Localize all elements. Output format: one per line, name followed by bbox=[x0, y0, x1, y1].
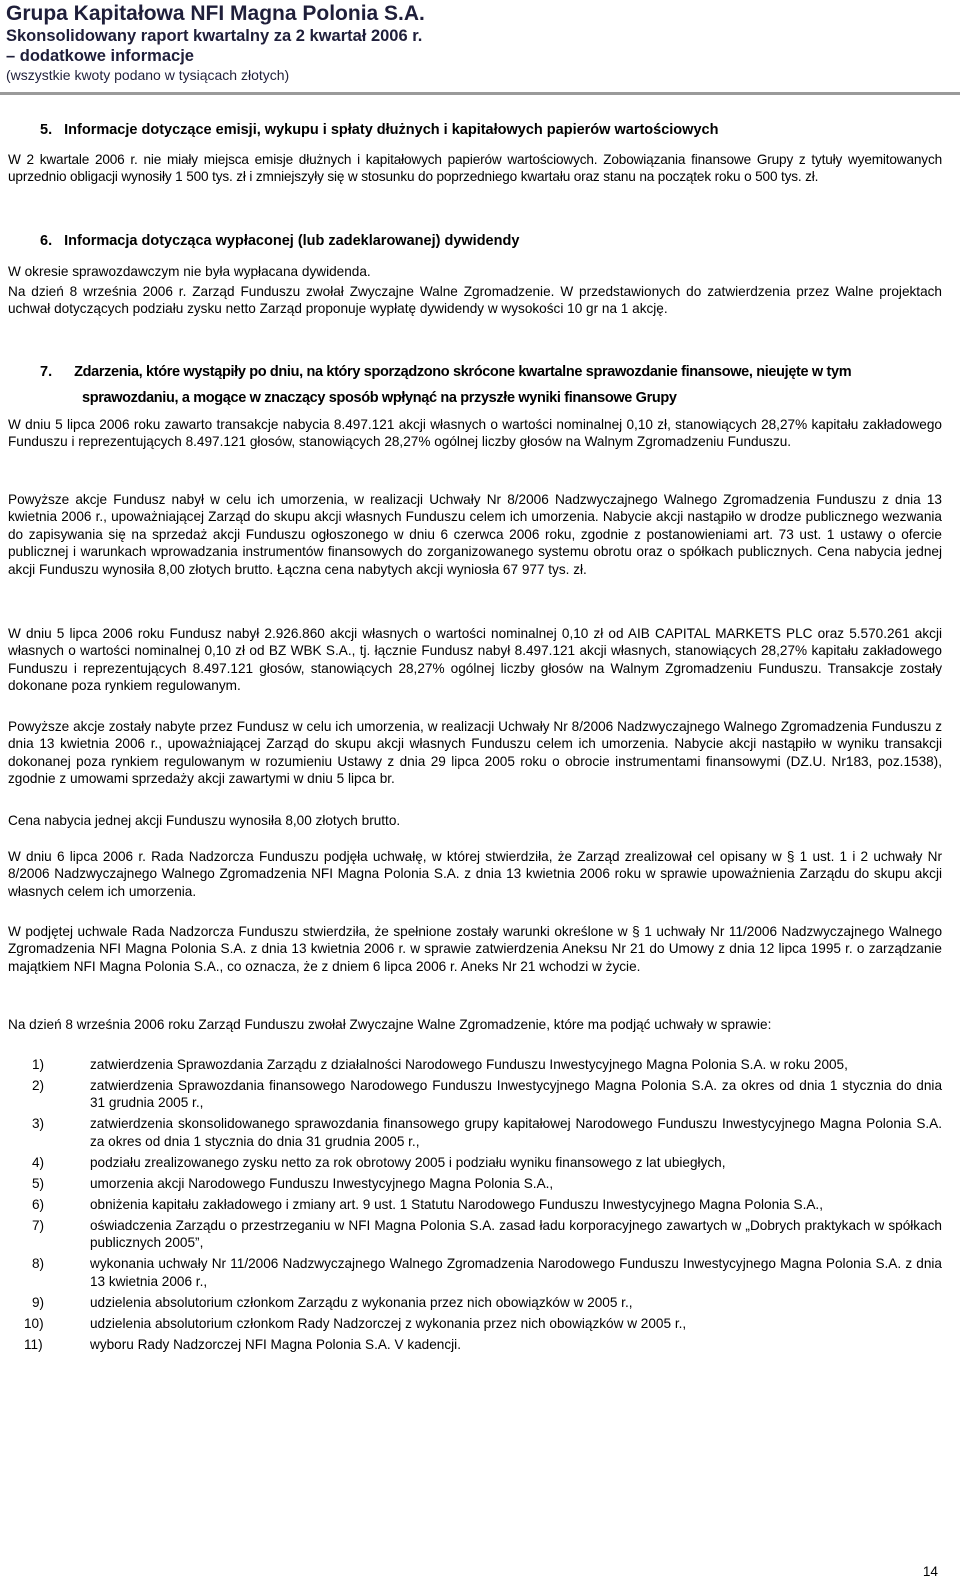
section-6-number: 6. bbox=[40, 233, 53, 249]
list-item: 4) podziału zrealizowanego zysku netto za rok obrotowy 2005 i podziału wyniku finansowego z lat ubiegłych, bbox=[32, 1154, 726, 1170]
section-7-paragraph-2: Powyższe akcje Fundusz nabył w celu ich umorzenia, w realizacji Uchwały Nr 8/2006 Nadzwyczajnego Walnego Zgromadzenia Funduszu z dnia 13 kwietnia 2006 r., upoważniającej Zarząd do skupu akcji własnych Funduszu celem ich umorzenia. Nabycie akcji nastąpiło w drodze publicznego wezwania do zapisywania się na sprzedaż akcji Funduszu ogłoszonego w dniu 6 czerwca 2006 roku, zgodnie z postanowieniami art. 73 ust. 1 ustawy o ofercie publicznej i warunkach wprowadzania instrumentów finansowych do zorganizowanego systemu obrotu oraz o spółkach publicznych. Cena nabycia jednej akcji Funduszu wynosiła 8,00 złotych brutto. Łączna cena nabytych akcji wyniosła 67 977 tys. zł. bbox=[8, 492, 942, 577]
list-item: 5) umorzenia akcji Narodowego Funduszu Inwestycyjnego Magna Polonia S.A., bbox=[32, 1175, 554, 1191]
section-5-number: 5. bbox=[40, 122, 53, 138]
list-item: 10) udzielenia absolutorium członkom Rady Nadzorczej z wykonania przez nich obowiązków w 2005 r., bbox=[24, 1315, 687, 1331]
section-7-paragraph-3: W dniu 5 lipca 2006 roku Fundusz nabył 2.926.860 akcji własnych o wartości nominalnej 0,10 zł od AIB CAPITAL MARKETS PLC oraz 5.570.261 akcji własnych o wartości nominalnej 0,10 zł od BZ WBK S.A., tj. łącznie Fundusz nabył 8.497.121 akcji własnych, stanowiących 28,27% kapitału zakładowego Funduszu i reprezentujących 8.497.121 głosów, stanowiących 28,27% ogólnej liczby głosów na Walnym Zgromadzeniu Funduszu. Transakcje zostały dokonane poza rynkiem regulowanym. bbox=[8, 626, 942, 694]
section-5-text: W 2 kwartale 2006 r. nie miały miejsca emisje dłużnych i kapitałowych papierów wartościowych. Zobowiązania finansowe Grupy z tytuły wyemitowanych uprzednio obligacji wynosiły 1 500 tys. zł i zmniejszyły się w stosunku do poprzedniego kwartału oraz stanu na początek roku o 500 tys. zł. bbox=[8, 152, 942, 185]
list-item: 8) wykonania uchwały Nr 11/2006 Nadzwyczajnego Walnego Zgromadzenia Narodowego Funduszu Inwestycyjnego Magna Polonia S.A. z dnia 13 kwietnia 2006 r., bbox=[32, 1256, 942, 1289]
report-title: Skonsolidowany raport kwartalny za 2 kwartał 2006 r. bbox=[6, 27, 423, 45]
section-7-paragraph-5: W dniu 6 lipca 2006 r. Rada Nadzorcza Funduszu podjęła uchwałę, w której stwierdziła, że Zarząd zrealizował cel opisany w § 1 ust. 1 i 2 uchwały Nr 8/2006 Nadzwyczajnego Walnego Zgromadzenia NFI Magna Polonia S.A. z dnia 13 kwietnia 2006 roku w sprawie upoważnienia Zarządu do skupu akcji własnych celem ich umorzenia. bbox=[8, 849, 942, 899]
amounts-note: (wszystkie kwoty podano w tysiącach złotych) bbox=[6, 67, 290, 83]
company-name: Grupa Kapitałowa NFI Magna Polonia S.A. bbox=[6, 2, 425, 25]
page-number: 14 bbox=[922, 1564, 938, 1579]
section-7-paragraph-1: W dniu 5 lipca 2006 roku zawarto transakcje nabycia 8.497.121 akcji własnych o wartości nominalnej 0,10 zł, stanowiących 28,27% kapitału zakładowego Funduszu i reprezentujących 8.497.121 głosów, stanowiących 28,27% ogólnej liczby głosów na Walnym Zgromadzeniu Funduszu. bbox=[8, 417, 942, 450]
section-7-title-line-1: Zdarzenia, które wystąpiły po dniu, na który sporządzono skrócone kwartalne sprawozdanie finansowe, nieujęte w tym bbox=[74, 364, 852, 380]
section-6-line-1: W okresie sprawozdawczym nie była wypłacana dywidenda. bbox=[8, 264, 371, 279]
section-7-paragraph-4: Powyższe akcje zostały nabyte przez Fundusz w celu ich umorzenia, w realizacji Uchwały Nr 8/2006 Nadzwyczajnego Walnego Zgromadzenia Funduszu z dnia 13 kwietnia 2006 r., upoważniającej Zarząd do skupu akcji własnych Funduszu celem ich umorzenia. Nabycie akcji nastąpiło w wyniku transakcji dokonanej poza rynkiem regulowanym w rozumieniu Ustawy z dnia 29 lipca 2005 roku o obrocie instrumentami finansowymi (DZ.U. Nr183, poz.1538), zgodnie z umowami sprzedaży akcji zawartymi w dniu 5 lipca br. bbox=[8, 719, 942, 787]
list-item: 7) oświadczenia Zarządu o przestrzeganiu w NFI Magna Polonia S.A. zasad ładu korporacyjnego zawartych w „Dobrych praktykach w spółkach publicznych 2005”, bbox=[32, 1217, 942, 1251]
report-subtitle: – dodatkowe informacje bbox=[6, 47, 194, 65]
agenda-list bbox=[8, 1056, 942, 1357]
section-7-paragraph-7: Na dzień 8 września 2006 roku Zarząd Funduszu zwołał Zwyczajne Walne Zgromadzenie, które ma podjąć uchwały w sprawie: bbox=[8, 1017, 772, 1032]
list-item: 3) zatwierdzenia skonsolidowanego sprawozdania finansowego grupy kapitałowej Narodowego Funduszu Inwestycyjnego Magna Polonia S.A. za okres od dnia 1 stycznia do dnia 31 grudnia 2005 r., bbox=[32, 1116, 942, 1149]
section-6-title: Informacja dotycząca wypłaconej (lub zadeklarowanej) dywidendy bbox=[64, 233, 520, 249]
list-item: 9) udzielenia absolutorium członkom Zarządu z wykonania przez nich obowiązków w 2005 r., bbox=[32, 1294, 633, 1310]
list-item: 1) zatwierdzenia Sprawozdania Zarządu z działalności Narodowego Funduszu Inwestycyjnego Magna Polonia S.A. w roku 2005, bbox=[32, 1057, 848, 1072]
section-7-heading bbox=[40, 363, 946, 407]
list-item: 11) wyboru Rady Nadzorczej NFI Magna Polonia S.A. V kadencji. bbox=[24, 1336, 461, 1352]
section-5-heading bbox=[40, 121, 718, 139]
section-5-title: Informacje dotyczące emisji, wykupu i spłaty dłużnych i kapitałowych papierów wartościowych bbox=[64, 122, 719, 138]
section-7-paragraph-4b: Cena nabycia jednej akcji Funduszu wynosiła 8,00 złotych brutto. bbox=[8, 813, 401, 828]
section-7-number: 7. bbox=[40, 364, 53, 380]
list-item: 6) obniżenia kapitału zakładowego i zmiany art. 9 ust. 1 Statutu Narodowego Funduszu Inwestycyjnego Magna Polonia S.A., bbox=[32, 1196, 823, 1212]
section-7-paragraph-6: W podjętej uchwale Rada Nadzorcza Funduszu stwierdziła, że spełnione zostały warunki określone w § 1 uchwały Nr 11/2006 Nadzwyczajnego Walnego Zgromadzenia NFI Magna Polonia S.A. z dnia 13 kwietnia 2006 r. w sprawie zatwierdzenia Aneksu Nr 21 do Umowy z dnia 12 lipca 1995 r. o zarządzanie majątkiem NFI Magna Polonia S.A., co oznacza, że z dniem 6 lipca 2006 r. Aneks Nr 21 wchodzi w życie. bbox=[8, 924, 942, 974]
section-6-line-2: Na dzień 8 września 2006 r. Zarząd Funduszu zwołał Zwyczajne Walne Zgromadzenie. W przedstawionych do zatwierdzenia przez Walne projektach uchwał dotyczących podziału zysku netto Zarząd proponuje wypłatę dywidendy w wysokości 10 gr na 1 akcję. bbox=[8, 284, 942, 317]
document-header bbox=[6, 2, 950, 84]
section-6-heading bbox=[40, 232, 519, 250]
section-7-title-line-2: sprawozdaniu, a mogące w znaczący sposób wpłynąć na przyszłe wyniki finansowe Grupy bbox=[82, 390, 677, 406]
list-item: 2) zatwierdzenia Sprawozdania finansowego Narodowego Funduszu Inwestycyjnego Magna Polonia S.A. za okres od dnia 1 stycznia do dnia 31 grudnia 2005 r., bbox=[32, 1078, 942, 1111]
header-divider bbox=[0, 92, 960, 95]
